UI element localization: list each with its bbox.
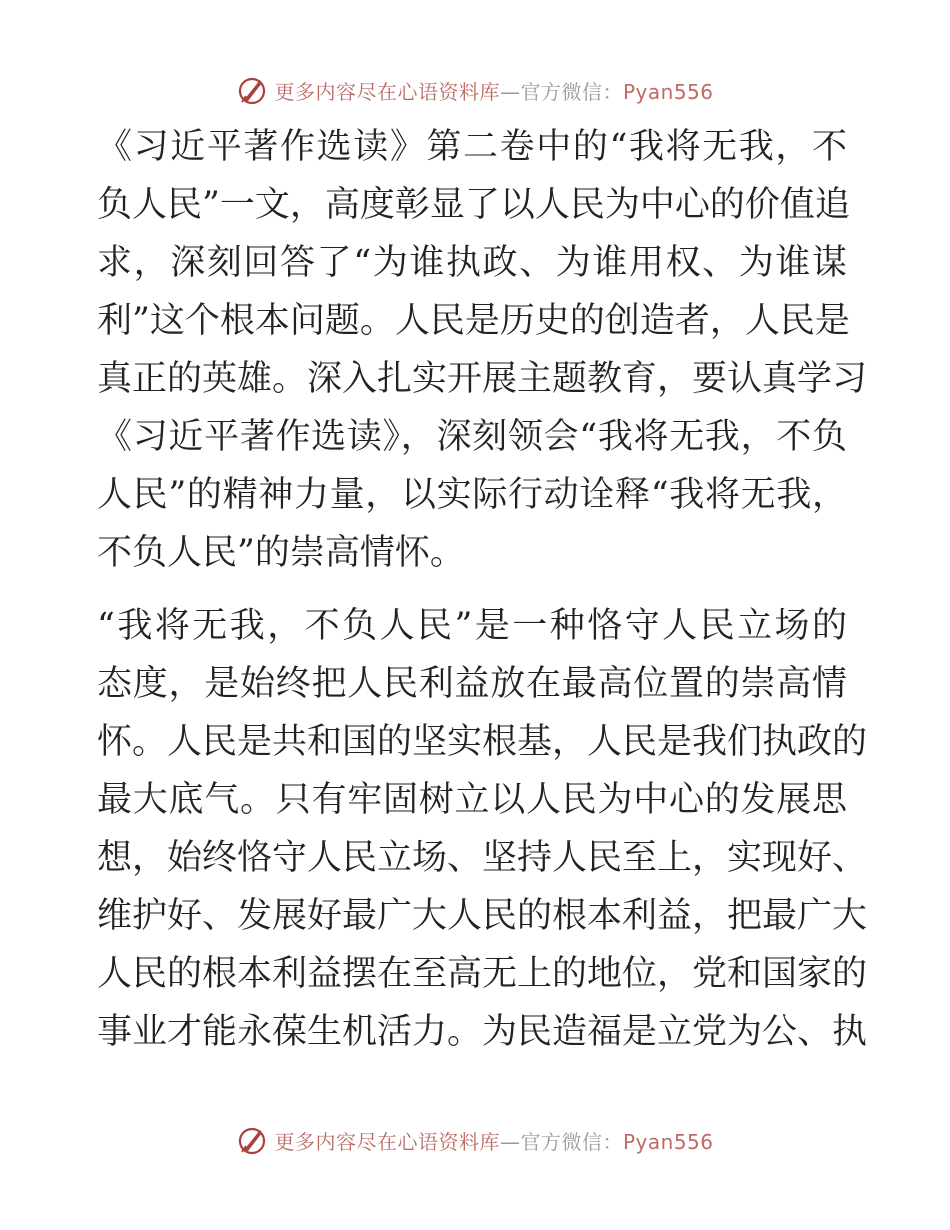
text-line: 《习近平著作选读》第二卷中的“我将无我，不 [97,127,847,167]
quill-logo-icon [236,74,268,106]
quill-logo-icon [236,1124,268,1156]
header-brand: 更多内容尽在心语资料库 [274,79,500,104]
text-line: 想，始终恪守人民立场、坚持人民至上，实现好、 [97,838,868,878]
text-line: 真正的英雄。深入扎实开展主题教育，要认真学习 [97,359,868,399]
header-banner [0,70,950,110]
text-line: 不负人民”的崇高情怀。 [97,533,465,573]
footer-wechat-label: 官方微信： [520,1129,623,1154]
text-line: “我将无我，不负人民”是一种恪守人民立场的 [97,606,847,646]
header-dash: — [499,79,521,104]
footer-dash: — [499,1129,521,1154]
text-line: 负人民”一文，高度彰显了以人民为中心的价值追 [97,185,850,225]
text-line: 求，深刻回答了“为谁执政、为谁用权、为谁谋 [97,243,847,283]
header-text [274,76,713,105]
text-line: 态度，是始终把人民利益放在最高位置的崇高情 [97,664,847,704]
footer-banner [0,1120,950,1160]
text-line: 维护好、发展好最广大人民的根本利益，把最广大 [97,896,868,936]
footer-text [274,1126,713,1155]
text-line: 《习近平著作选读》，深刻领会“我将无我，不负 [97,417,847,457]
text-line: 怀。人民是共和国的坚实根基，人民是我们执政的 [97,722,868,762]
footer-brand: 更多内容尽在心语资料库 [274,1129,500,1154]
header-wechat-label: 官方微信： [520,79,623,104]
paragraph-1 [97,118,868,582]
text-line: 最大底气。只有牢固树立以人民为中心的发展思 [97,780,847,820]
document-body [97,118,868,1061]
footer-wechat-id: Pyan556 [622,1129,714,1154]
text-line: 事业才能永葆生机活力。为民造福是立党为公、执 [97,1012,868,1052]
text-line: 人民”的精神力量，以实际行动诠释“我将无我， [97,475,847,515]
header-wechat-id: Pyan556 [622,79,714,104]
text-line: 利”这个根本问题。人民是历史的创造者，人民是 [97,301,850,341]
paragraph-2 [97,597,868,1061]
text-line: 人民的根本利益摆在至高无上的地位，党和国家的 [97,954,868,994]
